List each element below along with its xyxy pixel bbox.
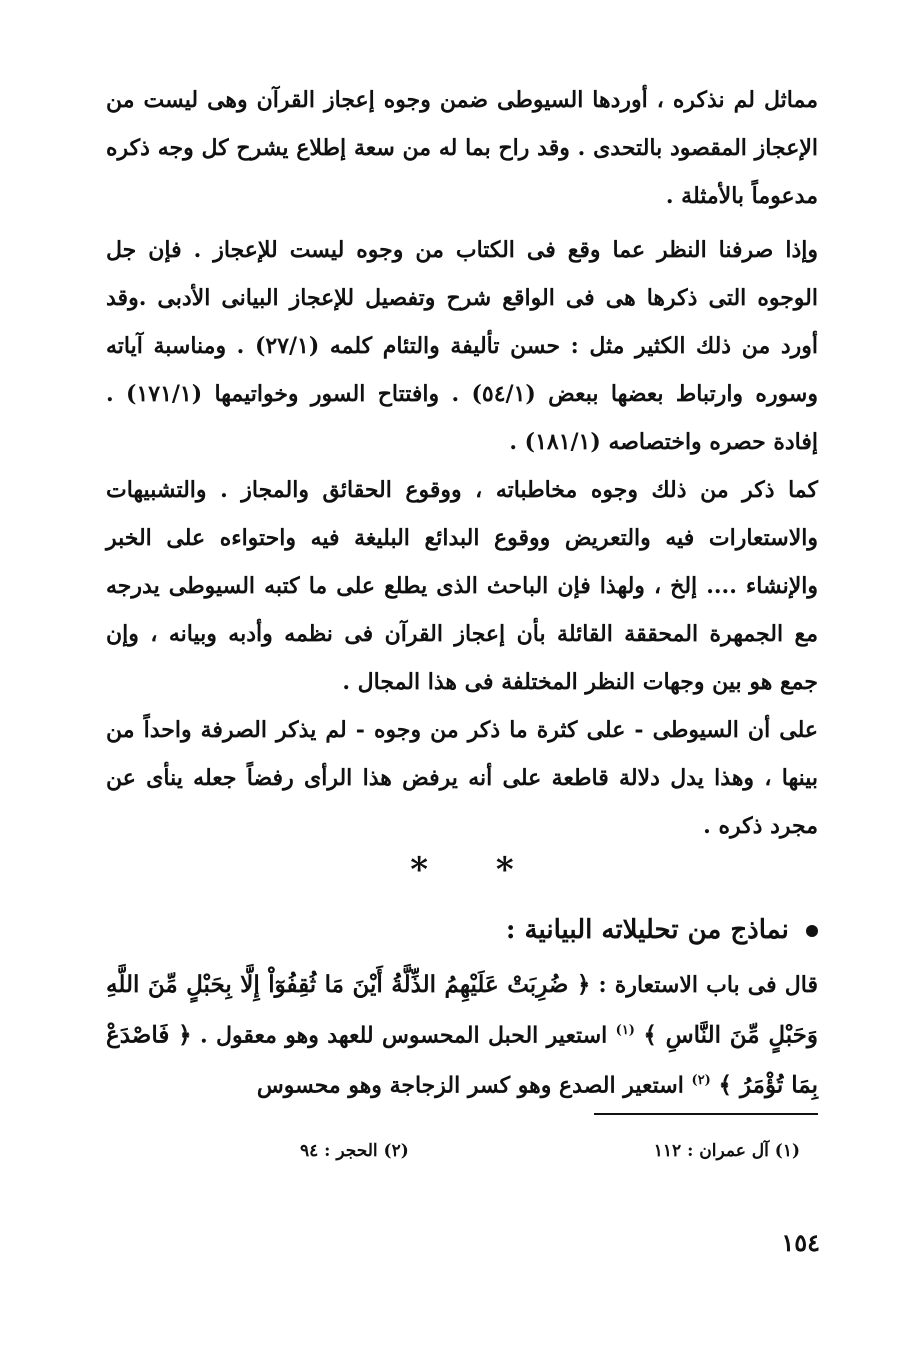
intro-text: قال فى باب الاستعارة : xyxy=(598,972,818,998)
footnotes xyxy=(300,1136,800,1166)
paragraph-5 xyxy=(106,962,818,1109)
paragraph-4: على أن السيوطى - على كثرة ما ذكر من وجوه - لم يذكر الصرفة واحداً من بينها ، وهذا يدل دلالة قاطعة على أنه يرفض هذا الرأى رفضاً جعله ينأى عن مجرد ذكره . xyxy=(106,717,818,839)
footnote-divider xyxy=(594,1113,818,1115)
footnote-1: (١) آل عمران : ١١٢ xyxy=(653,1141,800,1161)
paragraph-3: كما ذكر من ذلك وجوه مخاطباته ، ووقوع الحقائق والمجاز . والتشبيهات والاستعارات فيه والتعريض ووقوع البدائع البليغة فيه واحتواءه على الخبر والإنشاء .... إلخ ، ولهذا فإن الباحث الذى يطلع على ما كتبه السيوطى يدرجه مع الجمهرة المحققة القائلة بأن إعجاز القرآن فى نظمه وأدبه وبيانه ، وإن جمع هو بين وجهات النظر المختلفة فى هذا المجال . xyxy=(106,477,818,695)
section-separator xyxy=(0,850,924,890)
comment-1: استعير الحبل المحسوس للعهد وهو معقول . xyxy=(199,1022,608,1049)
footnote-ref-2: (٢) xyxy=(691,1073,711,1089)
quran-quote-2: ﴿ فَاصْدَعْ بِمَا تُؤْمَرُ ﴾ xyxy=(106,1021,818,1099)
paragraph-2: وإذا صرفنا النظر عما وقع فى الكتاب من وجوه ليست للإعجاز . فإن جل الوجوه التى ذكرها هى فى الواقع شرح وتفصيل للإعجاز البيانى الأدبى .وقد أورد من ذلك الكثير مثل : حسن تأليفة والتئام كلمه (٢٧/١) . ومناسبة آياته وسوره وارتباط بعضها ببعض (٥٤/١) . وافتتاح السور وخواتيمها (١٧١/١) . إفادة حصره واختصاصه (١٨١/١) . xyxy=(106,237,818,455)
footnote-ref-1: (١) xyxy=(615,1023,635,1038)
quran-quote-1: ﴿ ضُرِبَتْ عَلَيْهِمُ الذِّلَّةُ أَيْنَ مَا ثُقِفُوٓاْ إِلَّا بِحَبْلٍ مِّنَ اللَّهِ وَحَبْلٍ مِّنَ النَّاسِ ﴾ xyxy=(106,971,819,1049)
bullet-icon xyxy=(806,925,818,937)
section-heading xyxy=(106,908,818,952)
comment-2: استعير الصدع وهو كسر الزجاجة وهو محسوس xyxy=(256,1072,684,1099)
separator-star: * xyxy=(410,850,429,890)
paragraph-1: مماثل لم نذكره ، أوردها السيوطى ضمن وجوه إعجاز القرآن وهى ليست من الإعجاز المقصود بالتحدى . وقد راح بما له من سعة إطلاع يشرح كل وجه ذكره مدعوماً بالأمثلة . xyxy=(106,87,818,209)
separator-star: * xyxy=(495,850,514,890)
page-number: ١٥٤ xyxy=(781,1228,820,1257)
section-heading-text: نماذج من تحليلاته البيانية : xyxy=(505,915,789,945)
footnote-2: (٢) الحجر : ٩٤ xyxy=(300,1141,409,1161)
